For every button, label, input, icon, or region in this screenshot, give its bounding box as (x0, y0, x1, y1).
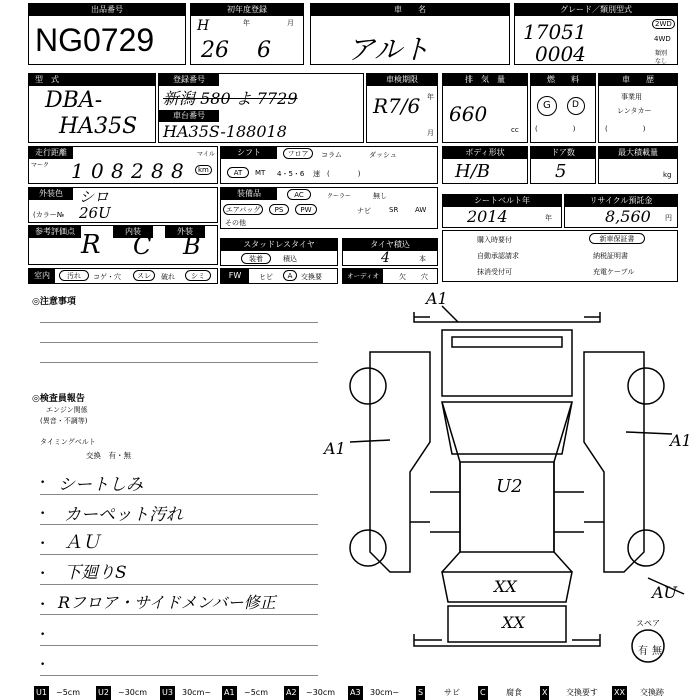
inspection-label: 車検期限 (367, 74, 437, 86)
fuel-box (530, 73, 596, 143)
bullet: • (40, 478, 46, 488)
inspector-exchange: 交換 有・無 (86, 451, 131, 460)
studless-normal: 装着 (241, 253, 271, 264)
tires-box (342, 238, 438, 266)
mileage-mile: マイル (197, 151, 215, 158)
spare-yes: 有 (638, 646, 648, 657)
body-label: ボディ形状 (443, 147, 527, 159)
left-doors (410, 492, 460, 532)
hood (442, 330, 572, 396)
inspector-title: ◎検査員報告 (32, 394, 85, 404)
first-reg-box (190, 3, 304, 65)
fw-koukan: 交換要 (301, 273, 322, 281)
studless-label: スタッドレスタイヤ (221, 239, 337, 251)
color-value: シロ (79, 188, 110, 206)
bullet: • (40, 660, 46, 670)
xx-label-2: XX (502, 613, 525, 632)
legend-code: U2 (96, 686, 111, 700)
exterior-label: 外装 (165, 226, 205, 238)
tires-label: タイヤ積込 (343, 239, 437, 251)
color-label: 外装色 (29, 188, 73, 200)
interior-item-scuff: スレ (133, 270, 155, 281)
equip-airbag: エアバッグ (223, 204, 263, 215)
rating-label: 参考評価点 (29, 226, 81, 238)
class-none: なし (655, 58, 668, 65)
front-bumper (414, 312, 600, 322)
a1-top-mark (442, 306, 458, 322)
chassis-value: HA35S-188018 (163, 122, 287, 141)
fw-label: FW (221, 269, 249, 283)
capacity-label: 最大積載量 (599, 147, 677, 159)
inspector-engine: エンジン関係 (46, 406, 88, 414)
recycle-unit: 円 (665, 214, 672, 222)
report-line (40, 614, 318, 615)
extra-manual: 納税証明書 (593, 252, 628, 260)
shift-at: AT (227, 167, 249, 178)
legend-desc: 交換要す (566, 688, 598, 697)
a1-right-mark (626, 432, 672, 434)
shift-column: コラム (321, 151, 342, 159)
registration-value: 新潟 580 よ 7729 (163, 89, 298, 108)
wheel-fr (628, 368, 664, 404)
history-business: 事業用 (621, 93, 642, 101)
a1-left-mark (350, 440, 390, 442)
legend-code: U1 (34, 686, 49, 700)
grade-value-2: 0004 (535, 42, 586, 66)
legend-desc: ~5cm (56, 688, 80, 697)
report-line-3: ＡＵ (64, 532, 100, 553)
tires-unit: 本 (419, 255, 426, 263)
wheel-fl (350, 368, 386, 404)
model-box (28, 73, 156, 143)
shift-sok: 速 (313, 170, 320, 178)
interior-value: C (133, 232, 152, 260)
report-line (40, 554, 318, 555)
grade-value-1: 17051 (523, 20, 587, 44)
legend-code: X (540, 686, 549, 700)
right-doors (554, 492, 604, 532)
legend-code: A3 (348, 686, 363, 700)
rear-bumper (414, 634, 600, 646)
car-name-box (310, 3, 510, 65)
first-reg-era: H (197, 18, 210, 34)
inspection-year-unit: 年 (427, 93, 434, 101)
grade-label: グレード／類別型式 (515, 4, 677, 16)
equip-none: 無し (373, 192, 387, 200)
legend-desc: ~5cm (244, 688, 268, 697)
mileage-digit: 0 (91, 159, 104, 183)
first-reg-year: 26 (201, 38, 229, 63)
first-reg-year-unit: 年 (243, 19, 250, 27)
left-side (370, 352, 430, 572)
shift-label: シフト (221, 147, 277, 159)
notes-line (40, 322, 318, 323)
recycle-box (564, 194, 678, 228)
history-rental: レンタカー (617, 107, 652, 115)
damage-legend (0, 686, 700, 700)
studless-loaded: 積込 (283, 255, 297, 263)
fw-hibi: ヒビ (259, 273, 273, 281)
right-side (584, 352, 644, 572)
car-diagram (324, 282, 700, 684)
mileage-km: km (195, 165, 212, 175)
extra-owner: 購入時要付 (477, 236, 512, 244)
equipment-box (220, 187, 438, 229)
spare-label: スペア (636, 619, 660, 628)
equip-other: その他 (225, 219, 246, 227)
legend-desc: 交換跡 (640, 688, 664, 697)
capacity-unit: kg (663, 171, 672, 179)
mileage-mark: マーク (31, 162, 50, 169)
extra-selfauth: 自動承認請求 (477, 252, 519, 260)
color-box (28, 187, 218, 223)
lot-number: NG0729 (35, 22, 155, 58)
equip-navi: ナビ (357, 207, 371, 215)
extra-erase: 抹消受付可 (477, 268, 512, 276)
mileage-digit: 8 (151, 159, 164, 183)
shift-dash: ダッシュ (369, 151, 397, 159)
studless-box (220, 238, 338, 266)
legend-desc: サビ (444, 688, 460, 697)
inspection-box (366, 73, 438, 143)
doors-label: ドア数 (531, 147, 595, 159)
color-code: 26U (79, 204, 111, 222)
inspection-value: R7/6 (373, 94, 421, 118)
fuel-paren: ( ) (535, 125, 576, 133)
interior-item-burn: コゲ・穴 (93, 273, 121, 281)
chassis-label: 車台番号 (159, 110, 219, 122)
fuel-label: 燃 料 (531, 74, 595, 86)
equipment-label: 装備品 (221, 188, 277, 200)
model-value-1: DBA- (45, 88, 103, 113)
displacement-unit: cc (511, 126, 519, 134)
extras-box (442, 230, 678, 282)
equip-ps: PS (269, 204, 289, 215)
interior-item-tear: 破れ (161, 273, 175, 281)
shift-box (220, 146, 438, 184)
windshield (442, 402, 572, 454)
registration-label: 登録番号 (159, 74, 219, 86)
doors-value: 5 (555, 161, 567, 182)
car-name-value: アルト (347, 33, 430, 66)
mileage-label: 走行距離 (29, 147, 73, 159)
report-line-1: シートしみ (58, 475, 143, 495)
au-label: AU (652, 583, 678, 602)
history-box (598, 73, 678, 143)
legend-desc: 30cm~ (182, 688, 212, 697)
mileage-digit: 2 (131, 159, 144, 183)
inspection-month-unit: 月 (427, 129, 434, 137)
legend-desc: ~30cm (118, 688, 148, 697)
tires-value: 4 (381, 250, 390, 266)
bullet: • (40, 539, 46, 549)
report-line-5: Rフロア・サイドメンバー修正 (58, 593, 276, 612)
shift-floor: フロア (283, 148, 313, 159)
mileage-digit: 8 (171, 159, 184, 183)
left-pillar (442, 402, 460, 572)
interior-label: 内装 (113, 226, 153, 238)
notes-line (40, 362, 318, 363)
legend-code: U3 (160, 686, 175, 700)
seatbelt-unit: 年 (545, 214, 552, 222)
inspector-engine-sub: (異音・不調等) (40, 417, 88, 425)
extra-new-warranty: 新車保証書 (589, 233, 645, 244)
a1-left-label: A1 (324, 439, 346, 458)
shift-mt: MT (255, 169, 266, 177)
legend-code: S (416, 686, 425, 700)
spare-no: 無 (652, 646, 662, 657)
recycle-value: 8,560 (605, 207, 651, 226)
seatbelt-value: 2014 (467, 207, 508, 226)
capacity-box (598, 146, 678, 184)
wheel-rr (628, 530, 664, 566)
car-name-label: 車 名 (311, 4, 509, 16)
right-pillar (554, 402, 572, 572)
report-line-4: 下廻りS (64, 563, 127, 583)
body-value: H/B (455, 161, 490, 182)
report-line-2: カーペット汚れ (64, 505, 183, 525)
drive-4wd: 4WD (654, 35, 671, 43)
shift-paren: ( ) (327, 170, 361, 178)
mileage-digit: 8 (111, 159, 124, 183)
history-label: 車 歴 (599, 74, 677, 86)
report-line (40, 675, 318, 676)
displacement-box (442, 73, 528, 143)
interior-item-stain: シミ (185, 270, 211, 281)
inspector-timing: タイミングベルト (40, 438, 96, 446)
displacement-label: 排 気 量 (443, 74, 527, 86)
notes-title: ◎注意事項 (32, 297, 76, 307)
bullet: • (40, 509, 46, 519)
bullet: • (40, 600, 46, 610)
equip-sr: SR (389, 206, 399, 214)
model-value-2: HA35S (59, 114, 138, 139)
legend-code: XX (612, 686, 627, 700)
displacement-value: 660 (449, 102, 488, 126)
mileage-digit: 1 (71, 159, 84, 183)
audio-a: 欠 (399, 273, 406, 281)
equip-aw: AW (415, 206, 427, 214)
drive-2wd: 2WD (652, 19, 675, 29)
legend-code: A1 (222, 686, 237, 700)
model-label: 型 式 (29, 74, 155, 86)
audio-label: オーディオ (343, 269, 383, 283)
grade-box (514, 3, 678, 65)
class-label: 類別 (655, 50, 668, 57)
first-reg-month: 6 (257, 38, 271, 63)
shift-speeds: 4・5・6 (277, 170, 305, 178)
legend-code: C (478, 686, 488, 700)
recycle-label: リサイクル預託金 (565, 195, 677, 207)
a1-right-label: A1 (670, 431, 692, 450)
mileage-box (28, 146, 218, 184)
interior-item-dirt: 汚れ (59, 270, 89, 281)
interior-row (28, 268, 218, 284)
audio-b: 穴 (421, 273, 428, 281)
first-reg-month-unit: 月 (287, 19, 294, 27)
color-code-label: (カラー№ (33, 211, 65, 219)
legend-code: A2 (284, 686, 299, 700)
fuel-g: G (543, 100, 551, 111)
fw-row (220, 268, 338, 284)
bullet: • (40, 569, 46, 579)
report-line (40, 584, 318, 585)
wheel-rl (350, 530, 386, 566)
report-line (40, 645, 318, 646)
first-reg-label: 初年度登録 (191, 4, 303, 16)
seatbelt-label: シートベルト年 (443, 195, 561, 207)
doors-box (530, 146, 596, 184)
interior-row-label: 室内 (29, 269, 55, 283)
legend-desc: 腐食 (506, 688, 522, 697)
extra-charge: 充電ケーブル (593, 268, 635, 276)
bullet: • (40, 630, 46, 640)
lot-label: 出品番号 (29, 4, 185, 16)
u2-label: U2 (496, 476, 523, 497)
equip-cooler: クーラー (327, 193, 352, 200)
history-paren: ( ) (605, 125, 646, 133)
a1-top-label: A1 (426, 289, 448, 308)
notes-line (40, 342, 318, 343)
rating-box (28, 225, 218, 265)
lot-box (28, 3, 186, 65)
legend-desc: 30cm~ (370, 688, 400, 697)
registration-box (158, 73, 364, 143)
seatbelt-box (442, 194, 562, 228)
xx-label-1: XX (494, 577, 517, 596)
fw-a: A (283, 270, 297, 281)
hood-inner (452, 337, 562, 347)
exterior-value: B (183, 232, 201, 260)
body-box (442, 146, 528, 184)
fuel-d: D (572, 100, 579, 110)
rating-value: R (81, 230, 101, 260)
legend-desc: ~30cm (306, 688, 336, 697)
equip-pw: PW (295, 204, 317, 215)
equip-ac: AC (287, 189, 311, 200)
